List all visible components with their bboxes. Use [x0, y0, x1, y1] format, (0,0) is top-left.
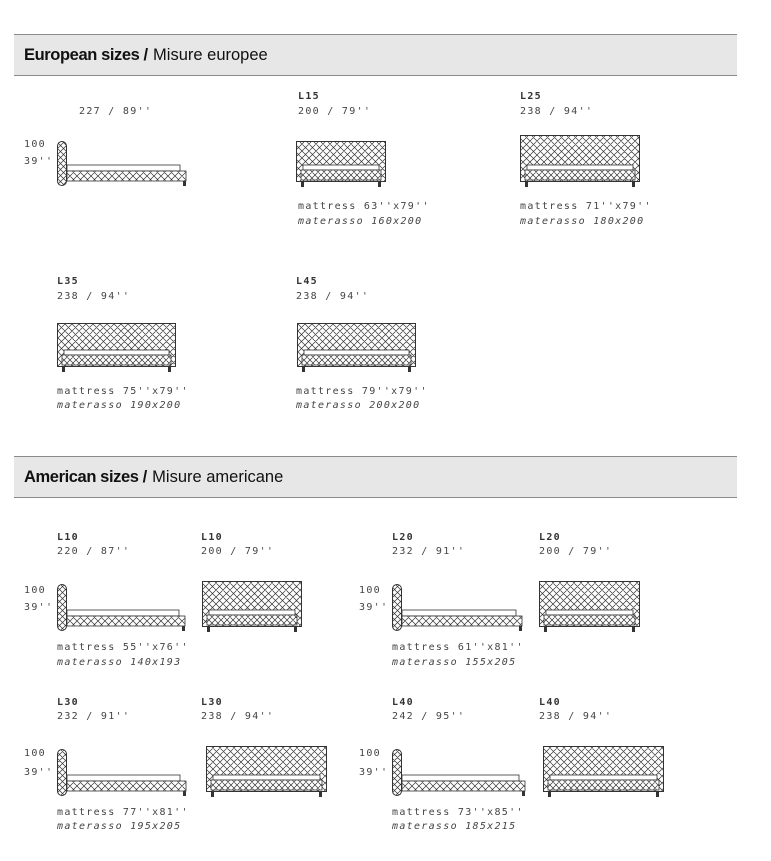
height-in: 39'' — [24, 156, 54, 167]
model-code-l20-side: L20 — [392, 532, 414, 543]
height-in: 39'' — [24, 767, 54, 778]
american-title-italian: Misure americane — [152, 467, 284, 486]
dimensions-l20-front: 200 / 79'' — [539, 546, 613, 557]
front-view-l15 — [296, 141, 386, 187]
materasso-size-l25: materasso 180x200 — [520, 216, 645, 227]
dimensions-l25: 238 / 94'' — [520, 106, 594, 117]
model-code-l45: L45 — [296, 276, 318, 287]
model-code-l40-side: L40 — [392, 697, 414, 708]
height-cm: 100 — [359, 585, 381, 596]
title-separator: / — [143, 45, 149, 64]
dimensions-l20-side: 232 / 91'' — [392, 546, 466, 557]
front-view-l25 — [520, 135, 640, 187]
dimensions-l10-front: 200 / 79'' — [201, 546, 275, 557]
front-view-l40 — [543, 746, 664, 797]
model-code-l30-side: L30 — [57, 697, 79, 708]
dimensions-l45: 238 / 94'' — [296, 291, 370, 302]
dimensions-l30-front: 238 / 94'' — [201, 711, 275, 722]
materasso-size-l40: materasso 185x215 — [392, 821, 517, 832]
materasso-size-l20: materasso 155x205 — [392, 657, 517, 668]
dimensions-l15: 200 / 79'' — [298, 106, 372, 117]
model-code-l15: L15 — [298, 91, 320, 102]
mattress-size-l40: mattress 73''x85'' — [392, 807, 524, 818]
front-view-l35 — [57, 323, 176, 372]
mattress-size-l35: mattress 75''x79'' — [57, 386, 189, 397]
materasso-size-l30: materasso 195x205 — [57, 821, 182, 832]
mattress-size-l15: mattress 63''x79'' — [298, 201, 430, 212]
materasso-size-l45: materasso 200x200 — [296, 400, 421, 411]
model-code-l25: L25 — [520, 91, 542, 102]
model-code-l30-front: L30 — [201, 697, 223, 708]
dimensions-l30-side: 232 / 91'' — [57, 711, 131, 722]
mattress-size-l10: mattress 55''x76'' — [57, 642, 189, 653]
european-title: European sizes — [24, 45, 140, 64]
height-cm: 100 — [359, 748, 381, 759]
materasso-size-l35: materasso 190x200 — [57, 400, 182, 411]
side-view-drawing — [57, 141, 187, 187]
side-view-l10 — [57, 584, 186, 632]
dimensions-l35: 238 / 94'' — [57, 291, 131, 302]
mattress-size-l30: mattress 77''x81'' — [57, 807, 189, 818]
model-code-l20-front: L20 — [539, 532, 561, 543]
model-code-l40-front: L40 — [539, 697, 561, 708]
height-cm: 100 — [24, 139, 46, 150]
height-in: 39'' — [359, 602, 389, 613]
side-view-l30 — [57, 749, 187, 797]
height-cm: 100 — [24, 748, 46, 759]
title-separator: / — [142, 467, 148, 486]
european-title-italian: Misure europee — [153, 45, 268, 64]
front-view-l45 — [297, 323, 416, 372]
dimensions-l40-side: 242 / 95'' — [392, 711, 466, 722]
materasso-size-l10: materasso 140x193 — [57, 657, 182, 668]
height-in: 39'' — [24, 602, 54, 613]
dimensions-l40-front: 238 / 94'' — [539, 711, 613, 722]
side-view-l40 — [392, 749, 526, 797]
side-view-dimensions: 227 / 89'' — [79, 106, 153, 117]
dimensions-l10-side: 220 / 87'' — [57, 546, 131, 557]
european-sizes-header — [14, 34, 737, 76]
model-code-l10-front: L10 — [201, 532, 223, 543]
height-cm: 100 — [24, 585, 46, 596]
height-in: 39'' — [359, 767, 389, 778]
american-title: American sizes — [24, 467, 139, 486]
front-view-l30 — [206, 746, 327, 797]
model-code-l10-side: L10 — [57, 532, 79, 543]
american-sizes-header — [14, 456, 737, 498]
mattress-size-l25: mattress 71''x79'' — [520, 201, 652, 212]
side-view-l20 — [392, 584, 523, 632]
front-view-l10 — [202, 581, 302, 632]
front-view-l20 — [539, 581, 640, 632]
mattress-size-l20: mattress 61''x81'' — [392, 642, 524, 653]
mattress-size-l45: mattress 79''x79'' — [296, 386, 428, 397]
model-code-l35: L35 — [57, 276, 79, 287]
materasso-size-l15: materasso 160x200 — [298, 216, 423, 227]
